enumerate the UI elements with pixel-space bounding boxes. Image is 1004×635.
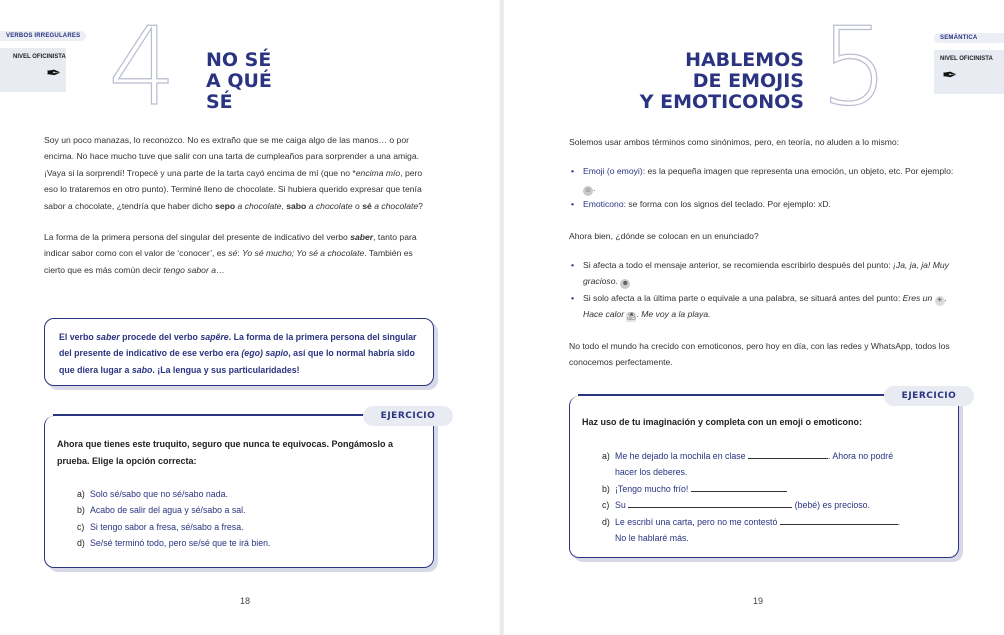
exercise-prompt: Haz uso de tu imaginación y completa con un emoji o emoticono: bbox=[582, 417, 863, 427]
level-label: NIVEL OFICINISTA bbox=[13, 54, 66, 60]
body-text bbox=[44, 132, 436, 293]
divider bbox=[53, 414, 405, 416]
answer-blank[interactable] bbox=[780, 516, 898, 525]
definitions-list bbox=[569, 163, 961, 212]
exercise-box bbox=[44, 411, 436, 568]
list-item: • Emoticono: se forma con los signos del teclado. Por ejemplo: xD. bbox=[569, 196, 961, 212]
options-list bbox=[77, 486, 417, 552]
smiley-emoji-icon: ☺ bbox=[584, 186, 592, 194]
level-box bbox=[0, 48, 66, 92]
list-item: a) Me he dejado la mochila en clase . Ahora no podré hacer los deberes. bbox=[602, 451, 894, 478]
exercise-box bbox=[569, 391, 959, 558]
paragraph: La forma de la primera persona del singular del presente de indicativo del verbo saber, tanto para indicar sabor como con el valor de ‘conocer’, es sé: Yo sé mucho; Yo sé a chocolate. También es cierto que es más común decir tengo sabor a… bbox=[44, 232, 417, 275]
info-callout: El verbo saber procede del verbo sapĕre. La forma de la primera persona del singular del presente de indicativo de ese verbo era (ego) sapio, así que lo normal habría sido que diera lugar a sabo. ¡La lengua y sus particularidades! bbox=[44, 318, 434, 386]
exercise-label: EJERCICIO bbox=[363, 406, 453, 426]
chapter-number: 4 bbox=[108, 5, 177, 130]
chapter-number: 5 bbox=[820, 5, 889, 130]
exercise-prompt: Ahora que tienes este truquito, seguro que nunca te equivocas. Pongámoslo a prueba. Elige la opción correcta: bbox=[57, 439, 394, 466]
level-label: NIVEL OFICINISTA bbox=[940, 56, 993, 62]
options-list bbox=[602, 448, 947, 546]
page-number: 18 bbox=[240, 596, 251, 606]
beach-emoji-icon: ⛱ bbox=[627, 313, 636, 321]
list-item: c) Si tengo sabor a fresa, sé/sabo a fresa. bbox=[77, 521, 244, 532]
list-item: b) ¡Tengo mucho frío! bbox=[602, 481, 947, 497]
laughing-emoji-icon: ☻ bbox=[621, 280, 629, 288]
paragraph: Ahora bien, ¿dónde se colocan en un enunciado? bbox=[569, 230, 759, 241]
list-item: a) Solo sé/sabo que no sé/sabo nada. bbox=[77, 489, 228, 499]
list-item: • Si afecta a todo el mensaje anterior, se recomienda escribirlo después del punto: ¡Ja, ja, ja! Muy gracioso. ☻ bbox=[569, 257, 961, 290]
left-page bbox=[0, 0, 500, 635]
rules-list bbox=[569, 257, 961, 323]
divider bbox=[578, 394, 890, 396]
list-item: b) Acabo de salir del agua y sé/sabo a sal. bbox=[77, 505, 246, 516]
body-text bbox=[569, 134, 961, 385]
paragraph: Soy un poco manazas, lo reconozco. No es extraño que se me caiga algo de las manos… o por encima. No hace mucho tuve que salir con una tarta de cumpleaños para sorprender a una amiga. ¡Vaya si la sorprendí! Tropecé y una parte de la tarta cayó encima de mí (que no *encima mío, pero eso lo trataremos en otro punto). Terminé lleno de chocolate. Si hubiera querido expresar que tenía sabor a chocolate, ¿tendría que haber dicho sepo a chocolate, sabo a chocolate o sé a chocolate? bbox=[44, 135, 423, 211]
section-tag: SEMÁNTICA bbox=[934, 33, 1004, 43]
answer-blank[interactable] bbox=[628, 499, 792, 508]
list-item: d) Se/sé terminó todo, pero se/sé que te irá bien. bbox=[77, 538, 271, 549]
title-line: Y EMOTICONOS bbox=[639, 91, 804, 113]
title-line: A QUÉ bbox=[206, 70, 272, 92]
chapter-title bbox=[206, 50, 272, 113]
pen-icon: ✒ bbox=[46, 63, 62, 83]
list-item: • Emoji (o emoyi): es la pequeña imagen que representa una emoción, un objeto, etc. Por ejemplo: ☺. bbox=[569, 163, 961, 196]
list-item: c) Su (bebé) es precioso. bbox=[602, 500, 870, 511]
section-tag: VERBOS IRREGULARES bbox=[0, 31, 86, 41]
page-number: 19 bbox=[753, 596, 764, 606]
pen-icon: ✒ bbox=[942, 65, 958, 85]
level-box bbox=[934, 50, 1004, 94]
list-item: • Si solo afecta a la última parte o equivale a una palabra, se situará antes del punto: Eres un ☀ . Hace calor ⛱. Me voy a la playa. bbox=[569, 290, 961, 323]
answer-blank[interactable] bbox=[691, 483, 787, 492]
answer-blank[interactable] bbox=[748, 450, 828, 459]
list-item: d) Le escribí una carta, pero no me contestó . No le hablaré más. bbox=[602, 516, 901, 544]
right-page bbox=[504, 0, 1004, 635]
sun-emoji-icon: ☀ bbox=[936, 296, 943, 304]
title-line: SÉ bbox=[206, 91, 233, 113]
paragraph: No todo el mundo ha crecido con emoticonos, pero hoy en día, con las redes y WhatsApp, todos los conocemos perfectamente. bbox=[569, 340, 950, 368]
paragraph: Solemos usar ambos términos como sinónimos, pero, en teoría, no aluden a lo mismo: bbox=[569, 137, 900, 147]
title-line: HABLEMOS bbox=[685, 49, 804, 71]
title-line: NO SÉ bbox=[206, 49, 272, 71]
title-line: DE EMOJIS bbox=[692, 70, 804, 92]
chapter-title bbox=[614, 50, 804, 113]
exercise-label: EJERCICIO bbox=[884, 386, 974, 406]
